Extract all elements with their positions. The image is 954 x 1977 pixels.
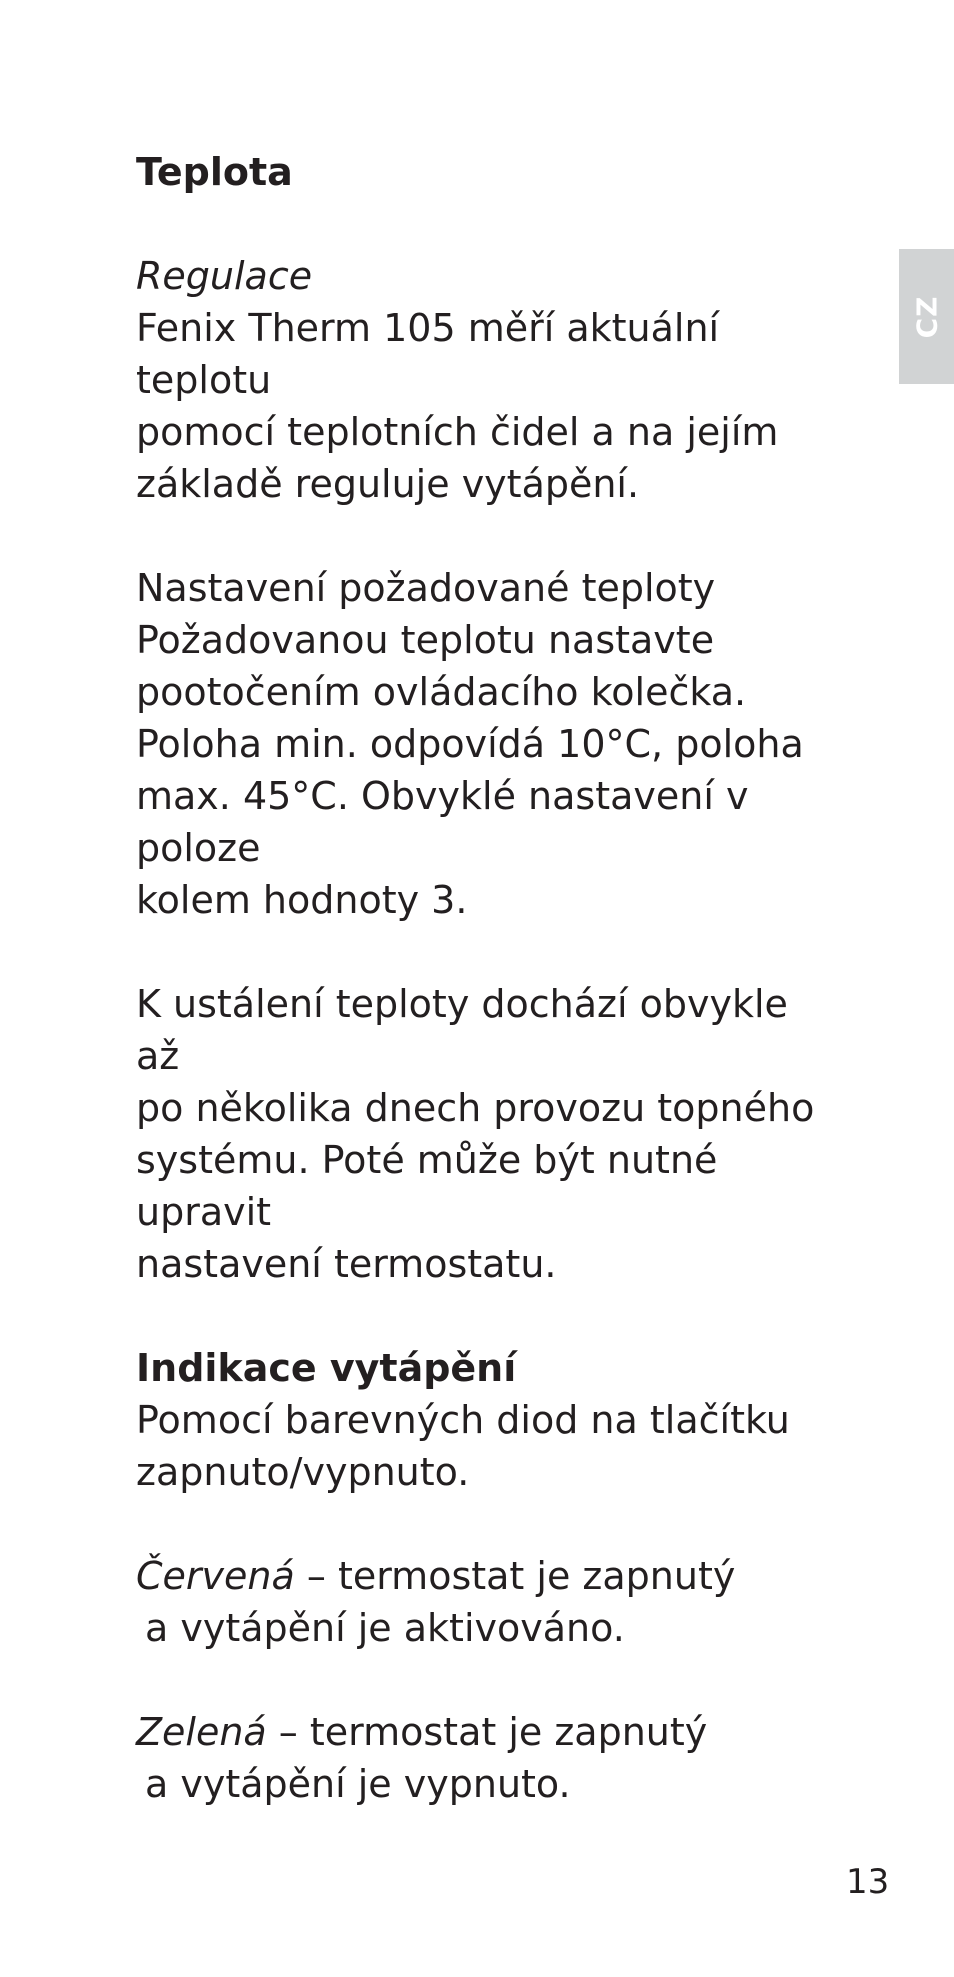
setting-heading: Nastavení požadované teploty [136,566,716,610]
indication-line: zapnuto/vypnuto. [136,1450,470,1494]
green-label: Zelená [136,1710,267,1754]
regulation-line: Fenix Therm 105 měří aktuální teplotu [136,306,720,402]
language-tab-label: CZ [910,295,943,338]
indication-title: Indikace vytápění [136,1346,517,1390]
page-content [136,146,836,1810]
indication-line: Pomocí barevných diod na tlačítku [136,1398,790,1442]
regulation-line: základě reguluje vytápění. [136,462,640,506]
section-title: Teplota [136,150,293,194]
page-number: 13 [846,1862,890,1902]
stabilization-line: systému. Poté může být nutné upravit [136,1138,718,1234]
regulation-line: pomocí teplotních čidel a na jejím [136,410,779,454]
setting-line: max. 45°C. Obvyklé nastavení v poloze [136,774,749,870]
red-text: – termostat je zapnutý [294,1554,736,1598]
green-text: – termostat je zapnutý [266,1710,708,1754]
stabilization-line: po několika dnech provozu topného [136,1086,815,1130]
regulation-label: Regulace [136,254,313,298]
setting-line: Požadovanou teplotu nastavte [136,618,715,662]
green-indicator-line [136,1706,836,1758]
setting-line: kolem hodnoty 3. [136,878,468,922]
stabilization-line: K ustálení teploty dochází obvykle až [136,982,788,1078]
red-indicator-line [136,1550,836,1602]
setting-line: pootočením ovládacího kolečka. [136,670,747,714]
red-label: Červená [136,1554,295,1598]
language-tab [899,249,954,384]
setting-line: Poloha min. odpovídá 10°C, poloha [136,722,804,766]
stabilization-line: nastavení termostatu. [136,1242,557,1286]
red-indicator-line-2: a vytápění je aktivováno. [145,1606,625,1650]
green-indicator-line-2: a vytápění je vypnuto. [145,1762,571,1806]
